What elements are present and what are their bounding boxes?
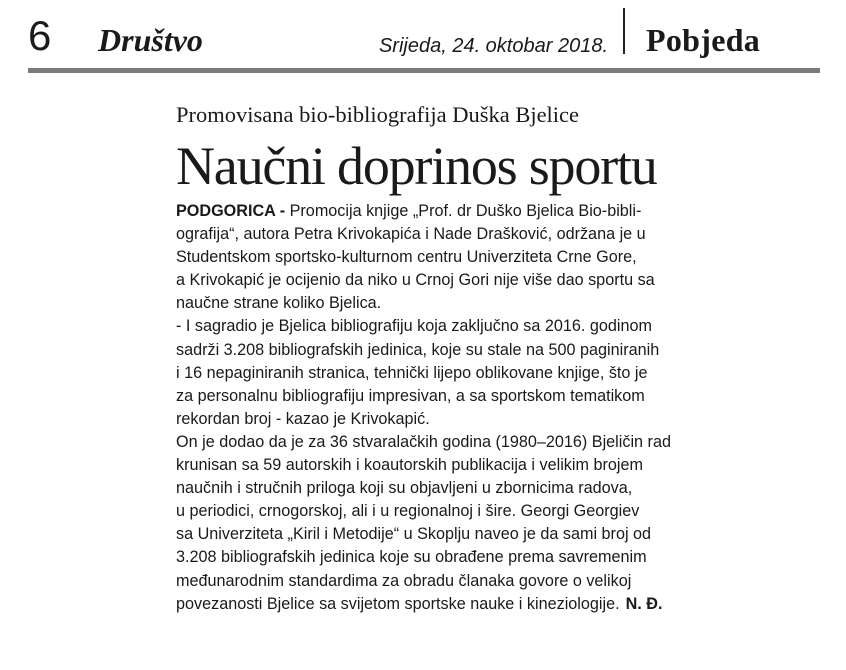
body-line: međunarodnim standardima za obradu članaka govore o velikoj: [176, 571, 632, 590]
body-line: 3.208 bibliografskih jedinica koje su obrađene prema savremenim: [176, 548, 647, 567]
article-headline: Naučni doprinos sportu: [176, 136, 657, 196]
article-body: [176, 200, 716, 616]
page-header: [0, 0, 846, 78]
dateline: PODGORICA -: [176, 202, 286, 220]
body-line: sa Univerziteta „Kiril i Metodije“ u Skoplju naveo je da sami broj od: [176, 525, 652, 544]
body-line: On je dodao da je za 36 stvaralačkih godina (1980–2016) Bjeličin rad: [176, 432, 671, 451]
body-line: naučnih i stručnih priloga koji su objavljeni u zbornicima radova,: [176, 479, 633, 498]
header-rule: [28, 68, 820, 73]
body-line: [176, 593, 716, 616]
newspaper-logo: Pobjeda: [646, 22, 761, 58]
author-signature: N. Đ.: [625, 594, 663, 613]
body-line: krunisan sa 59 autorskih i koautorskih publikacija i velikim brojem: [176, 456, 643, 475]
body-line: Studentskom sportsko-kulturnom centru Univerziteta Crne Gore,: [176, 248, 637, 267]
body-line: ografija“, autora Petra Krivokapića i Nade Drašković, održana je u: [176, 225, 646, 244]
body-line: a Krivokapić je ocijenio da niko u Crnoj Gori nije više dao sportu sa: [176, 271, 655, 290]
body-line: naučne strane koliko Bjelica.: [176, 294, 382, 313]
body-line: i 16 nepaginiranih stranica, tehnički lijepo oblikovane knjige, što je: [176, 363, 648, 382]
article-kicker: Promovisana bio-bibliografija Duška Bjelice: [176, 102, 580, 127]
body-line-text: povezanosti Bjelice sa svijetom sportske nauke i kineziologije.: [176, 594, 620, 613]
section-title: Društvo: [98, 22, 203, 58]
body-line: za personalnu bibliografiju impresivan, a sa sportskom tematikom: [176, 386, 645, 405]
body-line: [176, 200, 716, 223]
issue-date: Srijeda, 24. oktobar 2018.: [378, 35, 608, 57]
article: [176, 100, 716, 616]
header-divider: [623, 8, 625, 54]
body-line: - I sagradio je Bjelica bibliografiju koja zaključno sa 2016. godinom: [176, 317, 653, 336]
body-line: sadrži 3.208 bibliografskih jedinica, koje su stale na 500 paginiranih: [176, 340, 660, 359]
body-line-text: Promocija knjige „Prof. dr Duško Bjelica Bio-bibli-: [285, 202, 642, 220]
body-line: rekordan broj - kazao je Krivokapić.: [176, 409, 430, 428]
page-number: 6: [28, 12, 52, 59]
body-line: u periodici, crnogorskoj, ali i u regionalnoj i šire. Georgi Georgiev: [176, 502, 640, 521]
